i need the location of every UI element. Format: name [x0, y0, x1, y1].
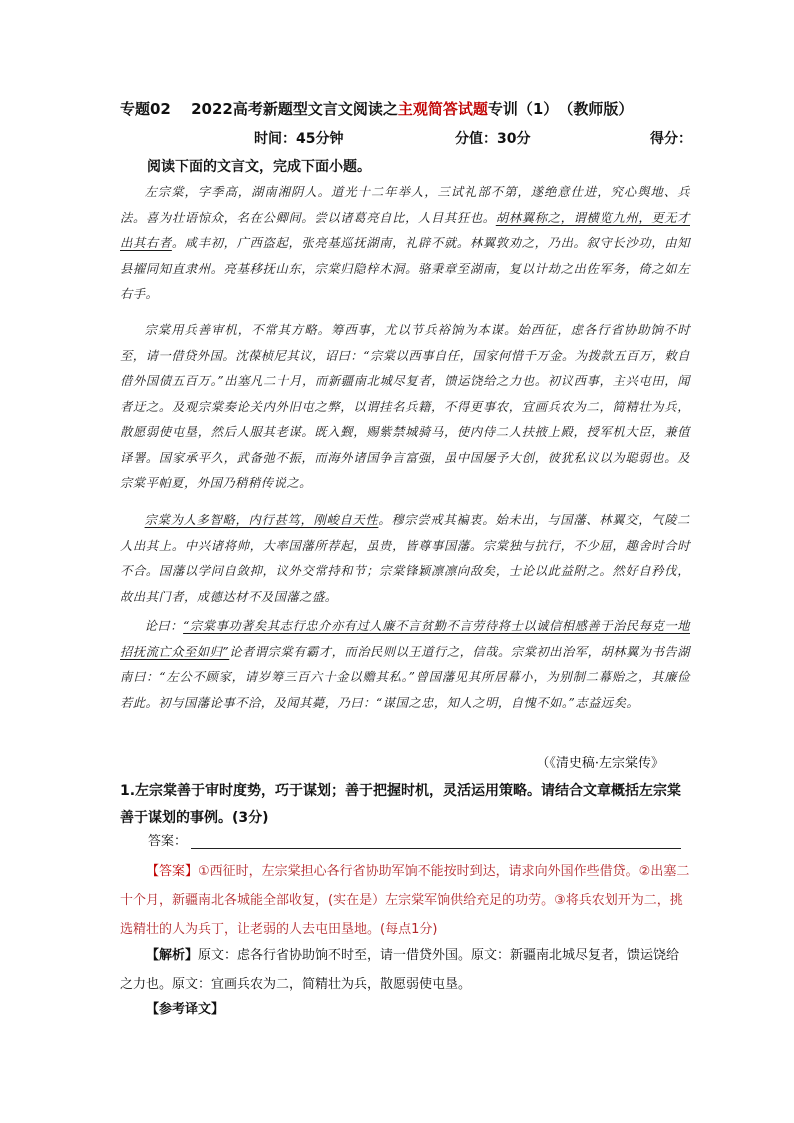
got-label: 得分：: [650, 131, 692, 147]
answer-label: 答案：: [148, 834, 188, 849]
p1-text-b: 。咸丰初，广西盗起，张亮基巡抚湖南，礼辟不就。林翼敦劝之，乃出。叙守长沙功，由知县擢同知直隶州。亮基移抚山东，宗棠归隐梓木洞。骆秉章至湖南，复以计劫之出佐军务，倚之如左右手。: [120, 236, 690, 301]
title-prefix: 专题02 2022高考新题型文言文阅读之: [120, 100, 398, 118]
p4-lead: 论曰：: [144, 619, 184, 633]
instruction: 阅读下面的文言文，完成下面小题。: [147, 159, 371, 175]
p3-text-b: 。穆宗尝戒其褊衷。始未出，与国藩、林翼交，气陵二人出其上。中兴诸将帅，大率国藩所荐起，虽贵，皆尊事国藩。宗棠独与抗行，不少屈，趣舍时合时不合。国藩以学问自敛抑，议外交常持和节；宗棠锋颖凛凛向敌矣，士论以此益附之。然好自矜伐，故出其门者，成德达材不及国藩之盛。: [120, 513, 690, 604]
answer-tag: 【答案】: [146, 864, 199, 879]
answer-line: [148, 830, 681, 849]
p3-underlined: 宗棠为人多智略，内行甚笃，刚峻自天性: [144, 513, 379, 527]
p1-text-a: 左宗棠，字季高，湖南湘阴人。道光十二年举人，三试礼部不第，遂绝意仕进，究心舆地、兵法。喜为壮语惊众，名在公卿间。尝以诸葛亮自比，人目其狂也。: [120, 185, 690, 225]
source-citation: （《清史稿·左宗棠传》: [536, 756, 664, 771]
question-1: 1.左宗棠善于审时度势，巧于谋划；善于把握时机，灵活运用策略。请结合文章概括左宗棠善于谋划的事例。(3分): [120, 783, 682, 826]
passage-paragraph-1: [120, 180, 690, 308]
p1-underlined: 胡林翼称之，谓横览九州，更无才出其右者: [120, 210, 690, 250]
title-suffix: 专训（1） （教师版）: [487, 100, 634, 118]
answer-blank[interactable]: [191, 834, 681, 849]
p4-underlined: “宗棠事功著矣其志行忠介亦有过人廉不言贫勤不言劳待将士以诚信相感善于治民每克一地招抚流亡众至如归”: [120, 619, 690, 659]
title-highlight: 主观简答试题: [397, 100, 488, 118]
answer-text: ①西征时，左宗棠担心各行省协助军饷不能按时到达，请求向外国作些借贷。②出塞二十个月，新疆南北各城能全部收复，(实在是）左宗棠军饷供给充足的功劳。③将兵农划开为二，挑选精壮的人为兵丁，让老弱的人去屯田垦地。(每点1分): [120, 864, 690, 937]
time-label: 时间：45分钟: [254, 131, 344, 147]
passage-paragraph-3: [120, 508, 690, 610]
p2-text: 宗棠用兵善审机，不常其方略。筹西事，尤以节兵裕饷为本谋。始西征，虑各行省协助饷不时至，请一借贷外国。沈葆桢尼其议，诏曰：“宗棠以西事自任，国家何惜千万金。为拨款五百万，敕自借外国债五百万。”出塞凡二十月，而新疆南北城尽复者，馈运饶给之力也。初议西事，主兴屯田，闻者迂之。及观宗棠奏论关内外旧屯之弊，以谓挂名兵籍，不得更事农，宜画兵农为二，简精壮为兵，散愿弱使屯垦，然后人服其老谋。既入觐，赐紫禁城骑马，使内侍二人扶掖上殿，授军机大臣，兼值译署。国家承平久，武备弛不振，而海外诸国争言富强，虽中国屡予大创，彼犹私议以为聪弱也。及宗棠平帕夏，外国乃稍稍传说之。: [120, 323, 690, 490]
page-title: [120, 98, 633, 119]
passage-paragraph-4: [120, 614, 690, 716]
analysis-tag: 【解析】: [146, 948, 199, 963]
analysis-text: 原文：虑各行省协助饷不时至，请一借贷外国。原文：新疆南北城尽复者，馈运饶给之力也。原文：宜画兵农为二，简精壮为兵，散愿弱使屯垦。: [120, 948, 680, 992]
score-label: 分值：30分: [455, 131, 531, 147]
analysis-block: [120, 941, 690, 999]
reference-translation-heading: 【参考译文】: [146, 1002, 225, 1017]
p4-text-b: 论者谓宗棠有霸才，而治民则以王道行之，信哉。宗棠初出治军，胡林翼为书告湖南曰：“左公不顾家，请岁筹三百六十金以赡其私。”曾国藩见其所居幕小，为别制二幕贻之，其廉俭若此。初与国藩论事不洽，及闻其薨，乃曰：“谋国之忠，知人之明，自愧不如。”志益远矣。: [120, 644, 690, 710]
answer-block: [120, 857, 690, 944]
passage-paragraph-2: [120, 318, 690, 497]
